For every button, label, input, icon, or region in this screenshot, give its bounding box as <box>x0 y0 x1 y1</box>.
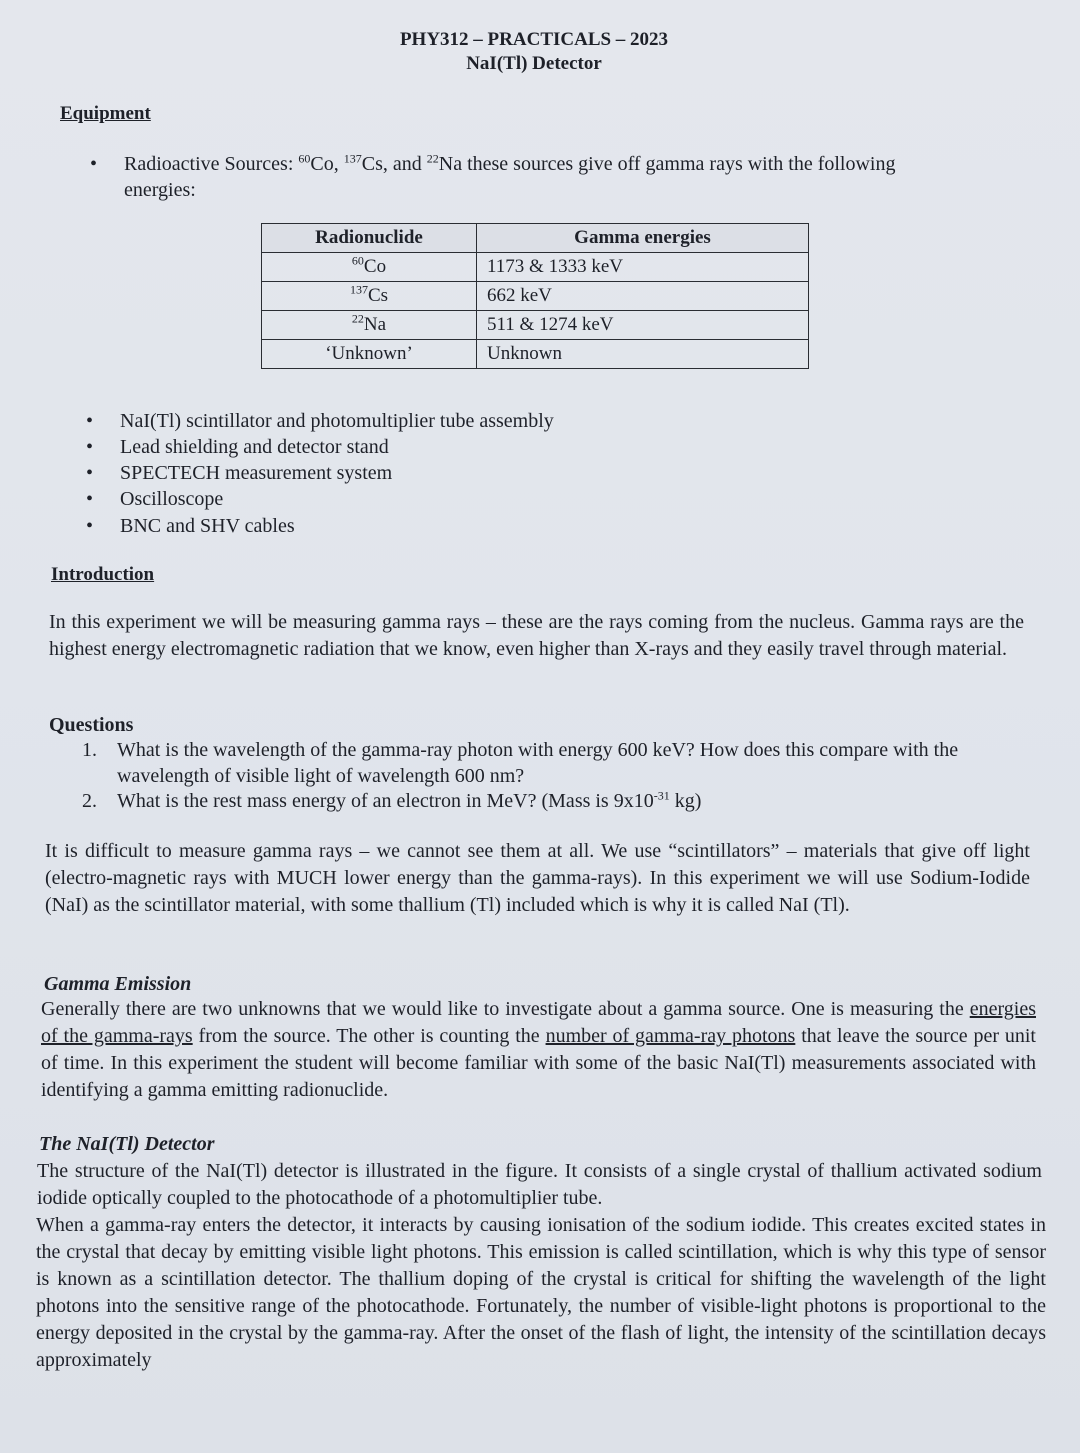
table-row <box>262 340 809 369</box>
gamma-emission-heading: Gamma Emission <box>44 973 192 995</box>
header-gamma-energies: Gamma energies <box>477 224 809 253</box>
sources-text: Radioactive Sources: $^{60}$Co, $^{137}$Cs, and $^{22}$Na these sources give off gamma rays with the following energies: <box>124 151 896 201</box>
introduction-paragraph: In this experiment we will be measuring gamma rays – these are the rays coming from the nucleus. Gamma rays are the highest energy electromagnetic radiation that we know, even higher than X-rays and they easily travel through material. <box>49 611 1024 660</box>
radionuclide-cell: $^{137}$Cs <box>262 282 477 311</box>
scintillator-paragraph: It is difficult to measure gamma rays – we cannot see them at all. We use “scintillators” – materials that give off light (electro-magnetic rays with MUCH lower energy than the gamma-rays). In this experiment we will use Sodium-Iodide (NaI) as the scintillator material, with some thallium (Tl) included which is why it is called NaI (Tl). <box>45 840 1030 916</box>
bullet-dot: • <box>90 153 98 175</box>
radionuclide-cell: $^{22}$Na <box>262 311 477 340</box>
table-header-row <box>262 224 809 253</box>
document-page: PHY312 – PRACTICALS – 2023 NaI(Tl) Detector Equipment • Radioactive Sources: $^{60}$Co, $^{137}$Cs, and $^{22}$Na these sources give off gamma rays with the following energies: Radionuclide Gamma energies $^{60}$Co 1173 & 1333 keV $^{137}$Cs 662 keV $^{22}$Na 511 & 1274 keV ‘Unknown’ Unknown • NaI(Tl) scintillator and photomultiplier tube assembly • Lead shielding and detector stand • SPECTECH measurement system • Oscilloscope • BNC and SHV cables Introduction In this experiment we will be measuring gamma rays – these are the rays coming from the nucleus. Gamma rays are the highest energy electromagnetic radiation that we know, even higher than X-rays and they easily travel through material. Questions 1. What is the wavelength of the gamma-ray photon with energy 600 keV? How does this compare with the wavelength of visible light of wavelength 600 nm? 2. What is the rest mass energy of an electron in MeV? (Mass is $9x10^{-31}$ kg) It is difficult to measure gamma rays – we cannot see them at all. We use “scintillators” – materials that give off light (electro-magnetic rays with MUCH lower energy than the gamma-rays). In this experiment we will use Sodium-Iodide (NaI) as the scintillator material, with some thallium (Tl) included which is why it is called NaI (Tl). Gamma Emission Generally there are two unknowns that we would like to investigate about a gamma source. One is measuring the energies of the gamma-rays from the source. The other is counting the number of gamma-ray photons that leave the source per unit of time. In this experiment the student will become familiar with some of the basic NaI(Tl) measurements associated with identifying a gamma emitting radionuclide. The NaI(Tl) Detector The structure of the NaI(Tl) detector is illustrated in the figure. It consists of a single crystal of thallium activated sodium iodide optically coupled to the photocathode of a photomultiplier tube. When a gamma-ray enters the detector, it interacts by causing ionisation of the sodium iodide. This creates excited states in the crystal that decay by emitting visible light photons. This emission is called scintillation, which is why this type of sensor is known as a scintillation detector. The thallium doping of the crystal is critical for shifting the wavelength of the light photons into the sensitive range of the photocathode. Fortunately, the number of visible-light photons is proportional to the energy deposited in the crystal by the gamma-ray. After the onset of the flash of light, the intensity of the scintillation decays approximately <box>0 0 1080 1453</box>
radionuclide-cell: ‘Unknown’ <box>262 340 477 369</box>
document-title: PHY312 – PRACTICALS – 2023 <box>399 29 669 50</box>
document-subtitle: NaI(Tl) Detector <box>466 53 602 74</box>
detector-paragraph-1: The structure of the NaI(Tl) detector is illustrated in the figure. It consists of a single crystal of thallium activated sodium iodide optically coupled to the photocathode of a photomultiplier tube. <box>37 1160 1042 1209</box>
energy-cell: 662 keV <box>477 282 809 311</box>
questions-heading: Questions <box>49 714 134 736</box>
energy-cell: 1173 & 1333 keV <box>477 253 809 282</box>
detector-heading: The NaI(Tl) Detector <box>39 1133 215 1155</box>
detector-paragraph-2: When a gamma-ray enters the detector, it interacts by causing ionisation of the sodium iodide. This creates excited states in the crystal that decay by emitting visible light photons. This emission is called scintillation, which is why this type of sensor is known as a scintillation detector. The thallium doping of the crystal is critical for shifting the wavelength of the light photons into the sensitive range of the photocathode. Fortunately, the number of visible-light photons is proportional to the energy deposited in the crystal by the gamma-ray. After the onset of the flash of light, the intensity of the scintillation decays approximately <box>36 1214 1046 1371</box>
table-row <box>262 282 809 311</box>
radionuclide-cell: $^{60}$Co <box>262 253 477 282</box>
table-row <box>262 311 809 340</box>
energy-cell: 511 & 1274 keV <box>477 311 809 340</box>
table-row <box>262 253 809 282</box>
equipment-heading: Equipment <box>60 103 151 124</box>
energy-cell: Unknown <box>477 340 809 369</box>
radionuclide-table <box>261 223 809 369</box>
header-radionuclide: Radionuclide <box>262 224 477 253</box>
gamma-emission-paragraph: Generally there are two unknowns that we would like to investigate about a gamma source. One is measuring the energies of the gamma-rays from the source. The other is counting the number of gamma-ray photons that leave the source per unit of time. In this experiment the student will become familiar with some of the basic NaI(Tl) measurements associated with identifying a gamma emitting radionuclide. <box>41 998 1036 1101</box>
introduction-heading: Introduction <box>51 564 155 585</box>
